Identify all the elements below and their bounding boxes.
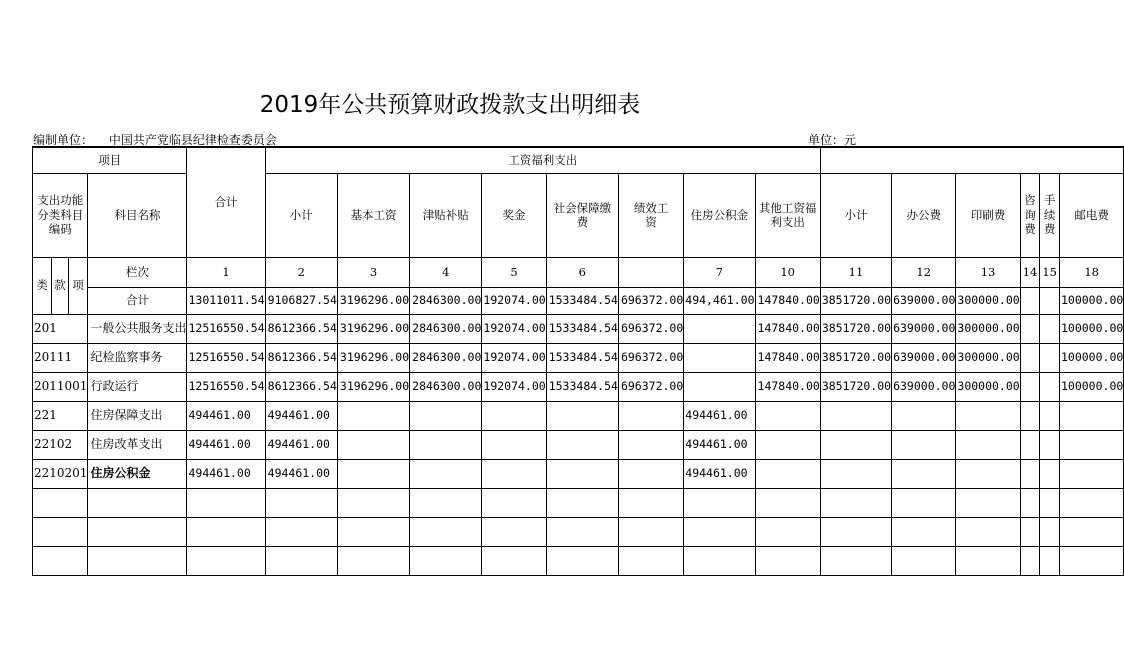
header-col-basic-wage: 基本工资 [337, 173, 409, 257]
row-value-cell: 494461.00 [265, 401, 337, 430]
row-value-cell [1040, 430, 1060, 459]
empty-cell [410, 517, 482, 546]
row-value-cell [410, 430, 482, 459]
row-value-cell [892, 430, 956, 459]
table-row [33, 430, 1124, 459]
empty-cell [410, 546, 482, 575]
row-code: 2210201 [33, 459, 88, 488]
colnum [618, 257, 683, 287]
sum-cell: 639000.00 [892, 287, 956, 314]
row-value-cell: 494461.00 [265, 430, 337, 459]
row-value-cell [337, 459, 409, 488]
colnum: 2 [265, 257, 337, 287]
row-value-cell: 3196296.00 [337, 314, 409, 343]
row-value-cell: 639000.00 [892, 343, 956, 372]
row-value-cell [618, 401, 683, 430]
row-value-cell: 639000.00 [892, 372, 956, 401]
empty-cell [33, 488, 88, 517]
empty-cell [482, 488, 546, 517]
empty-cell [956, 546, 1020, 575]
row-value-cell: 147840.00 [755, 372, 820, 401]
unit-label: 单位：元 [808, 133, 857, 147]
header-col-office: 办公费 [892, 173, 956, 257]
row-subject-name: 住房改革支出 [88, 430, 187, 459]
empty-cell [546, 546, 618, 575]
row-value-cell [618, 430, 683, 459]
empty-cell [1040, 488, 1060, 517]
row-value-cell [684, 372, 755, 401]
header-total: 合计 [187, 147, 265, 257]
empty-cell [88, 517, 187, 546]
header-goods-group [820, 147, 1123, 173]
row-code: 221 [33, 401, 88, 430]
row-value-cell [956, 459, 1020, 488]
header-project: 项目 [33, 147, 187, 173]
colnum: 3 [337, 257, 409, 287]
row-value-cell: 696372.00 [618, 372, 683, 401]
header-subject-name: 科目名称 [88, 173, 187, 257]
colnum: 10 [755, 257, 820, 287]
row-value-cell: 12516550.54 [187, 314, 265, 343]
empty-cell [482, 517, 546, 546]
header-row-1 [33, 147, 1124, 173]
table-row [33, 401, 1124, 430]
row-value-cell: 300000.00 [956, 372, 1020, 401]
sum-cell: 147840.00 [755, 287, 820, 314]
row-value-cell [1020, 401, 1040, 430]
header-col-other-welfare: 其他工资福利支出 [755, 173, 820, 257]
empty-cell [265, 517, 337, 546]
row-value-cell [1059, 430, 1123, 459]
empty-cell [956, 488, 1020, 517]
row-value-cell: 3196296.00 [337, 372, 409, 401]
row-value-cell [820, 430, 891, 459]
row-value-cell: 12516550.54 [187, 343, 265, 372]
colnum: 13 [956, 257, 1020, 287]
table-row [33, 372, 1124, 401]
row-value-cell: 494461.00 [187, 459, 265, 488]
colnum: 5 [482, 257, 546, 287]
sum-cell: 13011011.54 [187, 287, 265, 314]
row-value-cell: 494461.00 [187, 401, 265, 430]
row-value-cell: 2846300.00 [410, 372, 482, 401]
row-value-cell: 2846300.00 [410, 314, 482, 343]
colnum: 15 [1040, 257, 1060, 287]
row-value-cell: 1533484.54 [546, 343, 618, 372]
row-value-cell: 696372.00 [618, 343, 683, 372]
empty-cell [1020, 488, 1040, 517]
row-value-cell [1059, 401, 1123, 430]
row-value-cell [1020, 314, 1040, 343]
header-col-subtotal-2: 小计 [820, 173, 891, 257]
header-kuan: 款 [52, 257, 69, 314]
empty-cell [410, 488, 482, 517]
empty-cell [1040, 517, 1060, 546]
empty-cell [892, 546, 956, 575]
header-col-postal: 邮电费 [1059, 173, 1123, 257]
empty-cell [1059, 488, 1123, 517]
row-value-cell [755, 401, 820, 430]
row-value-cell: 1533484.54 [546, 372, 618, 401]
row-value-cell: 494461.00 [684, 401, 755, 430]
empty-cell [755, 488, 820, 517]
empty-cell [33, 517, 88, 546]
header-row-colnum [33, 257, 1124, 287]
empty-cell [546, 517, 618, 546]
sum-cell: 494,461.00 [684, 287, 755, 314]
empty-row [33, 546, 1124, 575]
row-value-cell: 192074.00 [482, 314, 546, 343]
row-value-cell [820, 401, 891, 430]
row-value-cell: 300000.00 [956, 343, 1020, 372]
empty-cell [892, 517, 956, 546]
empty-cell [684, 517, 755, 546]
empty-row [33, 488, 1124, 517]
empty-cell [956, 517, 1020, 546]
empty-cell [618, 517, 683, 546]
header-col-printing: 印刷费 [956, 173, 1020, 257]
row-value-cell: 3851720.00 [820, 314, 891, 343]
row-value-cell [892, 401, 956, 430]
empty-cell [1040, 546, 1060, 575]
colnum: 18 [1059, 257, 1123, 287]
empty-row [33, 517, 1124, 546]
colnum: 4 [410, 257, 482, 287]
empty-cell [88, 546, 187, 575]
row-value-cell: 100000.00 [1059, 343, 1123, 372]
row-value-cell: 8612366.54 [265, 314, 337, 343]
row-value-cell: 12516550.54 [187, 372, 265, 401]
row-value-cell: 100000.00 [1059, 314, 1123, 343]
table-row [33, 459, 1124, 488]
colnum: 11 [820, 257, 891, 287]
row-subject-name: 住房公积金 [88, 459, 187, 488]
row-value-cell: 192074.00 [482, 343, 546, 372]
empty-cell [820, 517, 891, 546]
empty-cell [337, 517, 409, 546]
row-subject-name: 行政运行 [88, 372, 187, 401]
empty-cell [33, 546, 88, 575]
row-value-cell [1040, 314, 1060, 343]
empty-cell [337, 488, 409, 517]
row-code: 22102 [33, 430, 88, 459]
sum-cell: 300000.00 [956, 287, 1020, 314]
header-col-fees: 手续费 [1040, 173, 1060, 257]
row-value-cell [956, 430, 1020, 459]
row-value-cell: 494461.00 [684, 430, 755, 459]
row-value-cell: 100000.00 [1059, 372, 1123, 401]
row-value-cell: 639000.00 [892, 314, 956, 343]
row-value-cell: 8612366.54 [265, 372, 337, 401]
row-value-cell [410, 459, 482, 488]
row-value-cell [482, 459, 546, 488]
sum-cell [1040, 287, 1060, 314]
row-value-cell [755, 430, 820, 459]
row-value-cell: 300000.00 [956, 314, 1020, 343]
header-xiang: 项 [68, 257, 88, 314]
row-value-cell [337, 401, 409, 430]
sum-row [33, 287, 1124, 314]
org-name: 中国共产党临县纪律检查委员会 [108, 133, 277, 147]
colnum: 14 [1020, 257, 1040, 287]
header-col-consulting: 咨询费 [1020, 173, 1040, 257]
row-value-cell: 494461.00 [684, 459, 755, 488]
header-lei: 类 [33, 257, 52, 314]
empty-cell [546, 488, 618, 517]
sum-cell: 2846300.00 [410, 287, 482, 314]
org-label: 编制单位： [33, 133, 94, 147]
header-func-code: 支出功能分类科目编码 [33, 173, 88, 257]
sum-cell: 9106827.54 [265, 287, 337, 314]
row-value-cell [1020, 459, 1040, 488]
row-value-cell: 494461.00 [265, 459, 337, 488]
empty-cell [187, 546, 265, 575]
row-value-cell [892, 459, 956, 488]
row-value-cell [1040, 401, 1060, 430]
row-subject-name: 一般公共服务支出 [88, 314, 187, 343]
sum-cell: 1533484.54 [546, 287, 618, 314]
row-value-cell [684, 343, 755, 372]
header-col-social-security: 社会保障缴费 [546, 173, 618, 257]
empty-cell [187, 488, 265, 517]
header-col-performance: 绩效工资 [618, 173, 683, 257]
empty-cell [1020, 546, 1040, 575]
row-code: 201 [33, 314, 88, 343]
row-code: 20111 [33, 343, 88, 372]
empty-cell [187, 517, 265, 546]
row-value-cell: 192074.00 [482, 372, 546, 401]
empty-cell [1059, 546, 1123, 575]
row-code: 2011001 [33, 372, 88, 401]
row-value-cell [956, 401, 1020, 430]
empty-cell [892, 488, 956, 517]
empty-cell [618, 488, 683, 517]
row-value-cell: 3196296.00 [337, 343, 409, 372]
row-subject-name: 纪检监察事务 [88, 343, 187, 372]
header-col-housing-fund: 住房公积金 [684, 173, 755, 257]
table-row [33, 343, 1124, 372]
row-value-cell: 696372.00 [618, 314, 683, 343]
colnum: 12 [892, 257, 956, 287]
row-value-cell [337, 430, 409, 459]
empty-cell [1059, 517, 1123, 546]
row-value-cell: 2846300.00 [410, 343, 482, 372]
empty-cell [618, 546, 683, 575]
row-value-cell [1040, 343, 1060, 372]
sum-cell [1020, 287, 1040, 314]
row-value-cell: 3851720.00 [820, 343, 891, 372]
header-wage-group: 工资福利支出 [265, 147, 820, 173]
row-value-cell [1059, 459, 1123, 488]
row-value-cell [482, 430, 546, 459]
row-value-cell [410, 401, 482, 430]
empty-cell [755, 517, 820, 546]
row-value-cell [546, 430, 618, 459]
row-value-cell [684, 314, 755, 343]
row-value-cell: 147840.00 [755, 314, 820, 343]
sum-cell: 696372.00 [618, 287, 683, 314]
row-value-cell [1040, 372, 1060, 401]
page-title: 2019年公共预算财政拨款支出明细表 [259, 92, 641, 118]
empty-cell [1020, 517, 1040, 546]
empty-cell [265, 488, 337, 517]
sum-cell: 100000.00 [1059, 287, 1123, 314]
empty-cell [337, 546, 409, 575]
header-col-subtotal: 小计 [265, 173, 337, 257]
table-row [33, 314, 1124, 343]
row-subject-name: 住房保障支出 [88, 401, 187, 430]
sum-label: 合计 [88, 287, 187, 314]
empty-cell [684, 546, 755, 575]
row-value-cell [755, 459, 820, 488]
row-value-cell [1040, 459, 1060, 488]
empty-cell [755, 546, 820, 575]
row-value-cell: 147840.00 [755, 343, 820, 372]
row-value-cell [618, 459, 683, 488]
colnum: 6 [546, 257, 618, 287]
row-value-cell [1020, 430, 1040, 459]
row-value-cell: 494461.00 [187, 430, 265, 459]
empty-cell [265, 546, 337, 575]
sum-cell: 3196296.00 [337, 287, 409, 314]
row-value-cell [1020, 343, 1040, 372]
header-col-allowance: 津贴补贴 [410, 173, 482, 257]
header-lanci: 栏次 [88, 257, 187, 287]
colnum: 7 [684, 257, 755, 287]
row-value-cell [1020, 372, 1040, 401]
empty-cell [88, 488, 187, 517]
row-value-cell: 8612366.54 [265, 343, 337, 372]
row-value-cell: 1533484.54 [546, 314, 618, 343]
header-col-bonus: 奖金 [482, 173, 546, 257]
sum-cell: 192074.00 [482, 287, 546, 314]
empty-cell [820, 488, 891, 517]
row-value-cell: 3851720.00 [820, 372, 891, 401]
row-value-cell [820, 459, 891, 488]
empty-cell [684, 488, 755, 517]
sum-cell: 3851720.00 [820, 287, 891, 314]
colnum: 1 [187, 257, 265, 287]
budget-table [32, 146, 1124, 576]
row-value-cell [546, 401, 618, 430]
row-value-cell [546, 459, 618, 488]
row-value-cell [482, 401, 546, 430]
empty-cell [482, 546, 546, 575]
empty-cell [820, 546, 891, 575]
